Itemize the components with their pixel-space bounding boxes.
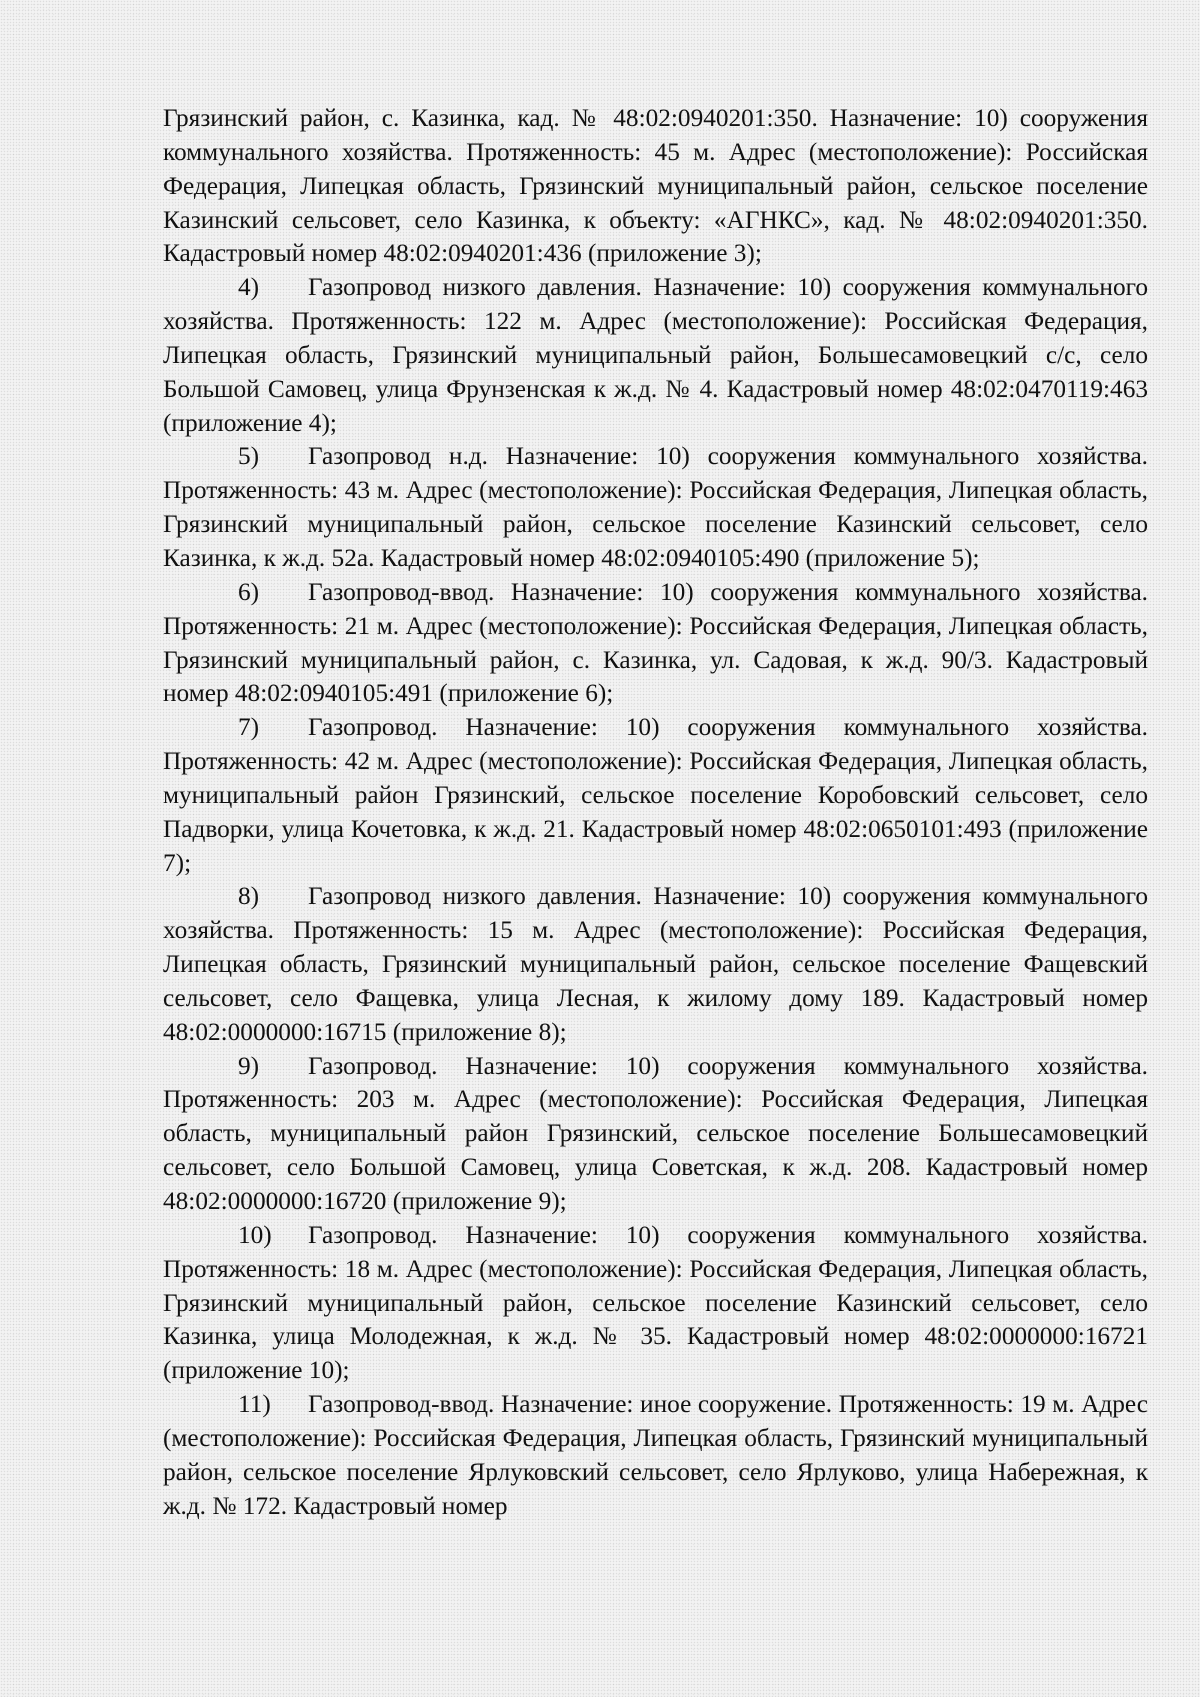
list-item-11: [163, 1388, 1148, 1523]
list-item-8: [163, 880, 1148, 1049]
item-number: 6): [238, 577, 260, 606]
item-number: 9): [238, 1051, 260, 1080]
list-item-9: [163, 1050, 1148, 1219]
item-number: 7): [238, 713, 260, 742]
list-item-6: [163, 576, 1148, 711]
item-text: Газопровод-ввод. Назначение: 10) сооружения коммунального хозяйства. Протяженность: 21 м. Адрес (местоположение): Российская Федерация, Липецкая область, Грязинский муниципальный район, с. Казинка, ул. Садовая, к ж.д. 90/3. Кадастровый номер 48:02:0940105:491 (приложение 6);: [163, 577, 1148, 708]
item-number: 5): [238, 442, 260, 471]
item-text: Газопровод. Назначение: 10) сооружения коммунального хозяйства. Протяженность: 18 м. Адрес (местоположение): Российская Федерация, Липецкая область, Грязинский муниципальный район, сельское поселение Казинский сельсовет, село Казинка, улица Молодежная, к ж.д. № 35. Кадастровый номер 48:02:0000000:16721 (приложение 10);: [163, 1220, 1148, 1385]
item-text: Газопровод низкого давления. Назначение: 10) сооружения коммунального хозяйства. Протяженность: 122 м. Адрес (местоположение): Российская Федерация, Липецкая область, Грязинский муниципальный район, Большесамовецкий с/с, село Большой Самовец, улица Фрунзенская к ж.д. № 4. Кадастровый номер 48:02:0470119:463 (приложение 4);: [163, 273, 1148, 437]
item-number: 10): [238, 1220, 272, 1249]
document-body: [163, 102, 1148, 1523]
list-item-7: [163, 711, 1148, 880]
item-text: Газопровод н.д. Назначение: 10) сооружения коммунального хозяйства. Протяженность: 43 м. Адрес (местоположение): Российская Федерация, Липецкая область, Грязинский муниципальный район, сельское поселение Казинский сельсовет, село Казинка, к ж.д. 52а. Кадастровый номер 48:02:0940105:490 (приложение 5);: [163, 442, 1148, 572]
item-number: 11): [238, 1390, 271, 1419]
list-item-4: [163, 271, 1148, 440]
intro-paragraph: Грязинский район, с. Казинка, кад. № 48:02:0940201:350. Назначение: 10) сооружения коммунального хозяйства. Протяженность: 45 м. Адрес (местоположение): Российская Федерация, Липецкая область, Грязинский муниципальный район, сельское поселение Казинский сельсовет, село Казинка, к объекту: «АГНКС», кад. № 48:02:0940201:350. Кадастровый номер 48:02:0940201:436 (приложение 3);: [163, 104, 1148, 268]
item-number: 4): [238, 273, 260, 302]
item-text: Газопровод. Назначение: 10) сооружения коммунального хозяйства. Протяженность: 42 м. Адрес (местоположение): Российская Федерация, Липецкая область, муниципальный район Грязинский, сельское поселение Коробовский сельсовет, село Падворки, улица Кочетовка, к ж.д. 21. Кадастровый номер 48:02:0650101:493 (приложение 7);: [163, 713, 1148, 877]
list-item-10: [163, 1219, 1148, 1388]
item-text: Газопровод низкого давления. Назначение: 10) сооружения коммунального хозяйства. Протяженность: 15 м. Адрес (местоположение): Российская Федерация, Липецкая область, Грязинский муниципальный район, сельское поселение Фащевский сельсовет, село Фащевка, улица Лесная, к жилому дому 189. Кадастровый номер 48:02:0000000:16715 (приложение 8);: [163, 882, 1148, 1046]
list-item-5: [163, 440, 1148, 575]
item-number: 8): [238, 882, 260, 911]
item-text: Газопровод. Назначение: 10) сооружения коммунального хозяйства. Протяженность: 203 м. Адрес (местоположение): Российская Федерация, Липецкая область, муниципальный район Грязинский, сельское поселение Большесамовецкий сельсовет, село Большой Самовец, улица Советская, к ж.д. 208. Кадастровый номер 48:02:0000000:16720 (приложение 9);: [163, 1051, 1148, 1215]
item-text: Газопровод-ввод. Назначение: иное сооружение. Протяженность: 19 м. Адрес (местоположение): Российская Федерация, Липецкая область, Грязинский муниципальный район, сельское поселение Ярлуковский сельсовет, село Ярлуково, улица Набережная, к ж.д. № 172. Кадастровый номер: [163, 1390, 1148, 1520]
